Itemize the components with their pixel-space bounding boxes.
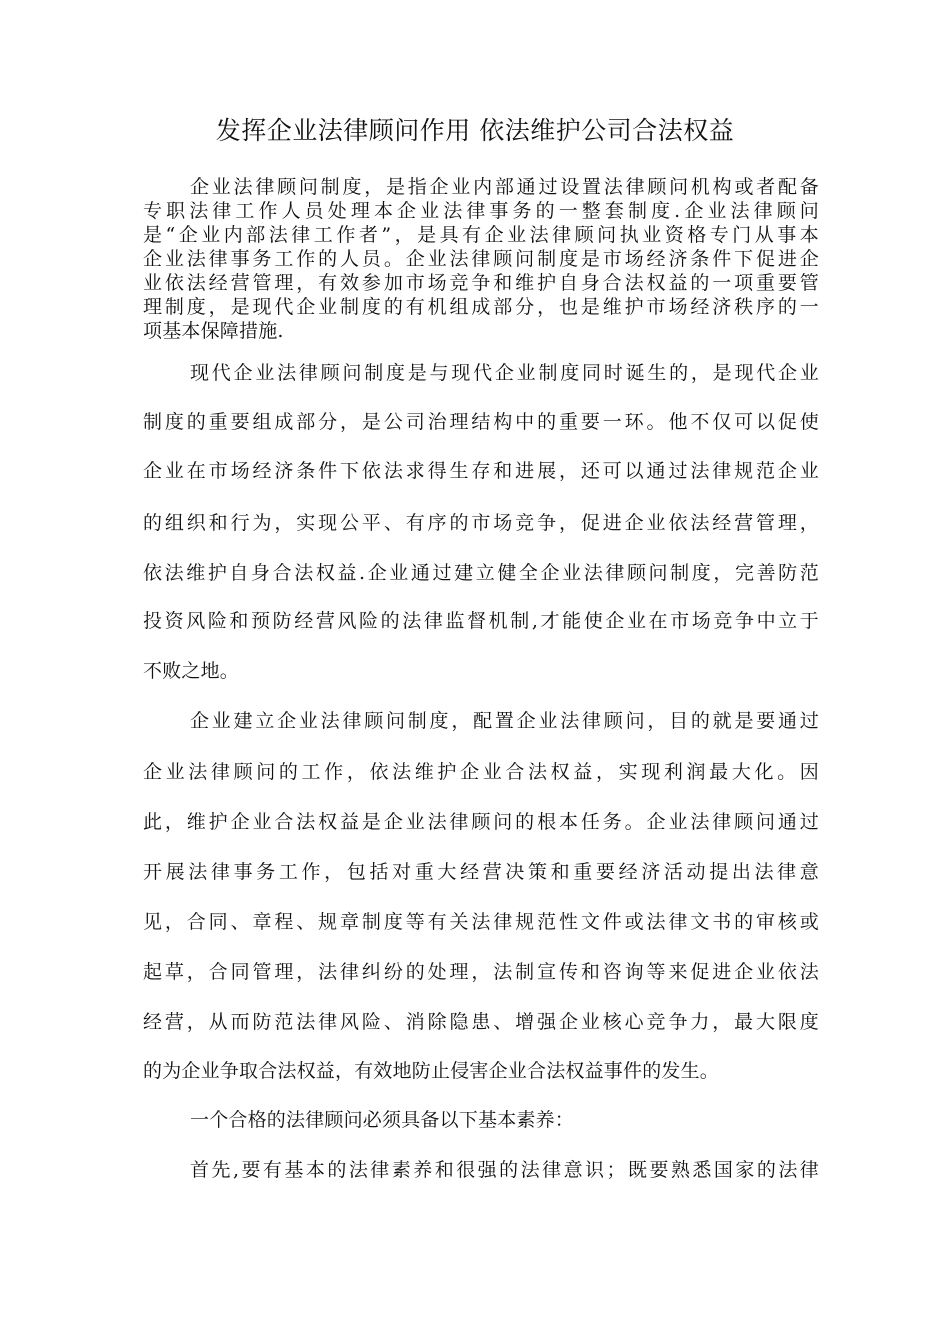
paragraph-line: 企业建立企业法律顾问制度，配置企业法律顾问，目的就是要通过 xyxy=(190,710,819,732)
paragraph-line: 企业法律顾问的工作，依法维护企业合法权益，实现利润最大化。因 xyxy=(143,761,819,783)
paragraph-line: 理制度，是现代企业制度的有机组成部分，也是维护市场经济秩序的一 xyxy=(143,296,819,318)
paragraph-line: 的为企业争取合法权益，有效地防止侵害企业合法权益事件的发生。 xyxy=(143,1060,720,1082)
paragraph-line: 业依法经营管理，有效参加市场竞争和维护自身合法权益的一项重要管 xyxy=(143,272,819,294)
paragraph-line: 制度的重要组成部分，是公司治理结构中的重要一环。他不仅可以促使 xyxy=(143,411,819,433)
document-title: 发挥企业法律顾问作用 依法维护公司合法权益 xyxy=(215,116,735,145)
paragraph-line: 企业在市场经济条件下依法求得生存和进展，还可以通过法律规范企业 xyxy=(143,460,819,482)
paragraph-line: 经营，从而防范法律风险、消除隐患、增强企业核心竞争力，最大限度 xyxy=(143,1011,819,1033)
paragraph-line: 企业法律事务工作的人员。企业法律顾问制度是市场经济条件下促进企 xyxy=(143,248,819,270)
paragraph-line: 不败之地。 xyxy=(143,660,240,682)
paragraph-line: 专职法律工作人员处理本企业法律事务的一整套制度.企业法律顾问 xyxy=(143,200,819,222)
paragraph-line: 见，合同、章程、规章制度等有关法律规范性文件或法律文书的审核或 xyxy=(143,911,819,933)
paragraph-line: 企业法律顾问制度，是指企业内部通过设置法律顾问机构或者配备 xyxy=(190,176,819,198)
paragraph-line: 项基本保障措施. xyxy=(143,320,284,342)
paragraph-line: 开展法律事务工作，包括对重大经营决策和重要经济活动提出法律意 xyxy=(143,861,819,883)
paragraph-line: 是“企业内部法律工作者”，是具有企业法律顾问执业资格专门从事本 xyxy=(143,224,819,246)
paragraph-line: 此，维护企业合法权益是企业法律顾问的根本任务。企业法律顾问通过 xyxy=(143,811,819,833)
paragraph-line: 依法维护自身合法权益.企业通过建立健全企业法律顾问制度，完善防范 xyxy=(143,562,819,584)
paragraph-line: 首先,要有基本的法律素养和很强的法律意识；既要熟悉国家的法律 xyxy=(190,1159,819,1181)
paragraph-line: 起草，合同管理，法律纠纷的处理，法制宣传和咨询等来促进企业依法 xyxy=(143,961,819,983)
paragraph-line: 的组织和行为，实现公平、有序的市场竞争，促进企业依法经营管理， xyxy=(143,512,819,534)
paragraph-line: 一个合格的法律顾问必须具备以下基本素养： xyxy=(190,1109,575,1131)
paragraph-line: 投资风险和预防经营风险的法律监督机制,才能使企业在市场竞争中立于 xyxy=(143,610,819,632)
paragraph-line: 现代企业法律顾问制度是与现代企业制度同时诞生的，是现代企业 xyxy=(190,362,819,384)
